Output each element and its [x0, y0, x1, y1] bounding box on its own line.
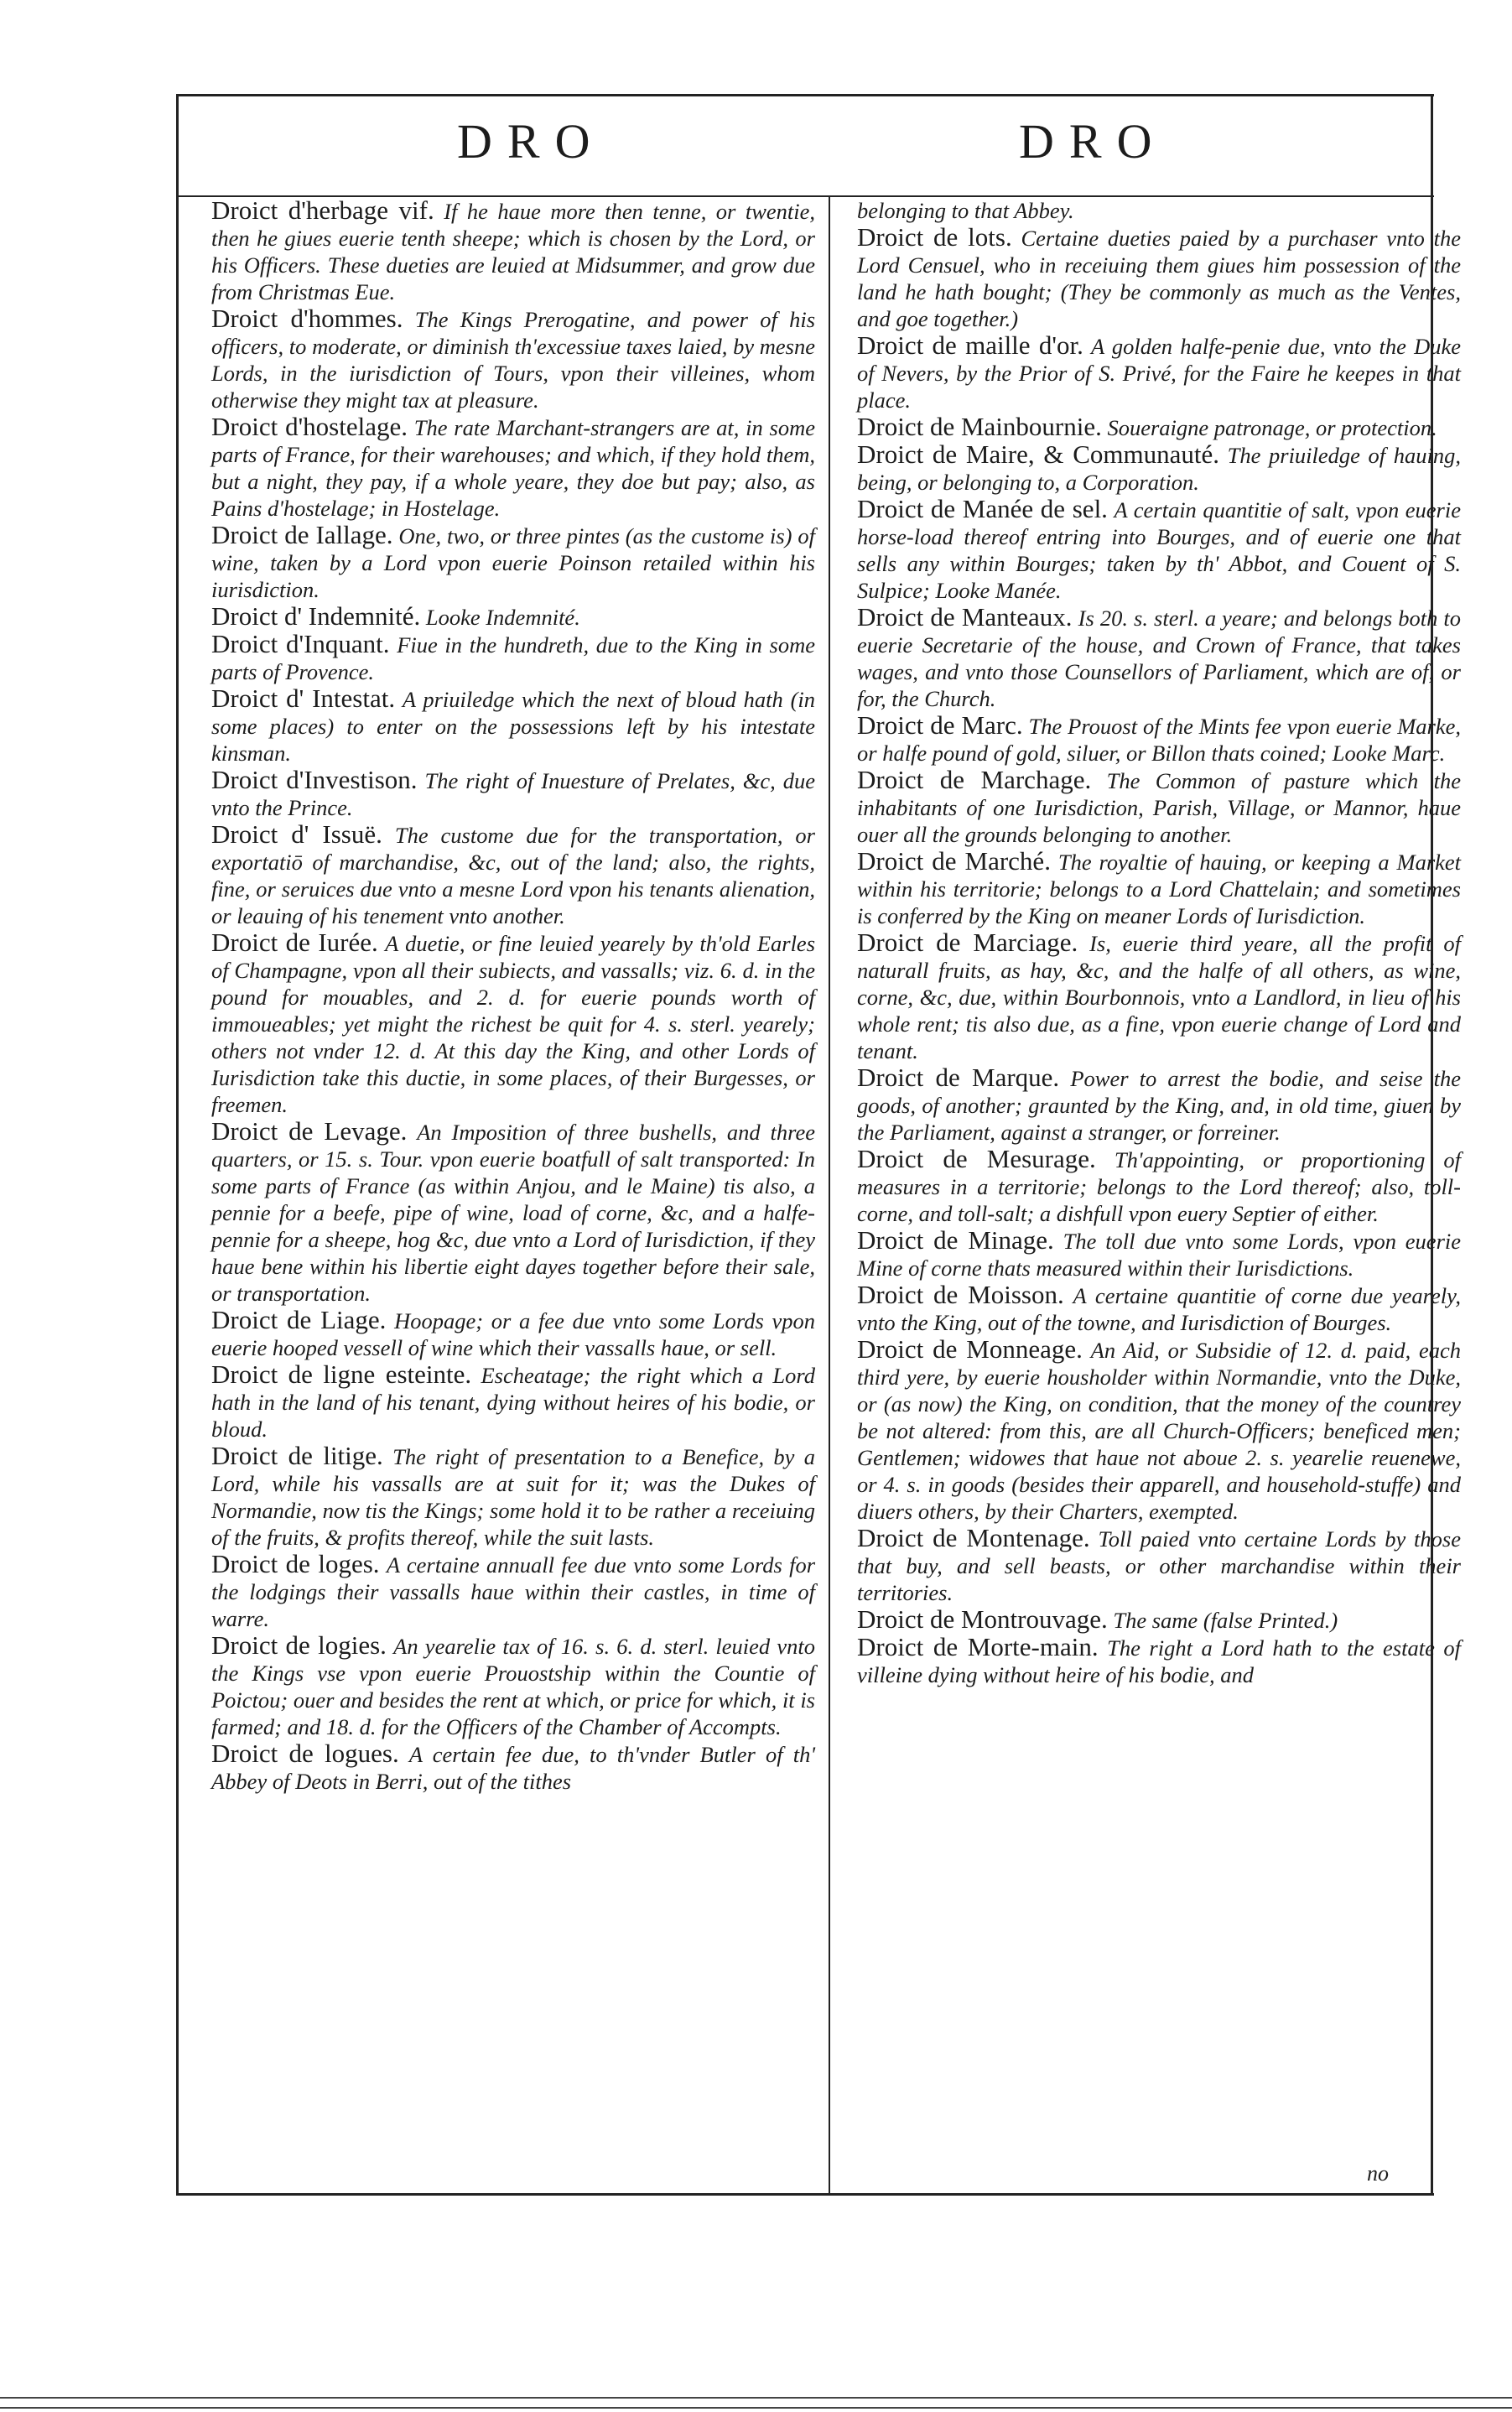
dictionary-entry — [857, 1634, 1461, 1688]
entry-headword: Droict de Montenage. — [857, 1523, 1090, 1552]
dictionary-entry — [211, 603, 815, 631]
entry-definition: The same (false Printed.) — [1113, 1608, 1338, 1633]
right-column — [857, 197, 1461, 1688]
entry-headword: Droict de Marchage. — [857, 765, 1092, 794]
entry-headword: Droict de Mesurage. — [857, 1144, 1096, 1173]
dictionary-entry — [857, 1606, 1461, 1634]
dictionary-entry — [211, 631, 815, 685]
entry-definition: The right of presentation to a Benefice, by a Lord, while his vassalls are at suit for it; was the Dukes of Normandie, now tis the Kings; some hold it to be rather a receiuing of the fruits, & profits thereof, while the suit lasts. — [211, 1444, 816, 1550]
entry-definition: The Common of pasture which the inhabitants of one Iurisdiction, Parish, Village, or Mannor, haue ouer all the grounds belonging to another. — [857, 768, 1461, 847]
entry-definition: An Aid, or Subsidie of 12. d. paid, each third yere, by euerie housholder within Normandie, vnto the Duke, or (as now) the King, on condition, that the money of the countrey be not altered: from this, are all Church-Officers; beneficed men; Gentlemen; widowes that haue not aboue 2. s. yearelie reuenewe, or 4. s. in goods (besides their apparell, and household-stuffe) and diuers others, by their Charters, exempted. — [857, 1338, 1461, 1524]
entry-definition: If he haue more then tenne, or twentie, then he giues euerie tenth sheepe; which is chosen by the Lord, or his Officers. These dueties are leuied at Midsummer, and grow due from Christmas Eue. — [211, 199, 815, 304]
dictionary-entry — [857, 604, 1461, 712]
entry-headword: Droict d'hostelage. — [211, 412, 408, 441]
frame-left-rule — [176, 96, 179, 2193]
entry-definition: Toll paied vnto certaine Lords by those that buy, and sell beasts, or other marchandise within their territories. — [857, 1526, 1461, 1605]
dictionary-entry — [857, 1227, 1461, 1281]
dictionary-entry — [857, 332, 1461, 413]
dictionary-entry — [211, 522, 815, 603]
entry-definition: Certaine dueties paied by a purchaser vnto the Lord Censuel, who in receiuing them giues him possession of the land he hath bought; (They be commonly as much as the Ventes, and goe together.) — [857, 226, 1461, 331]
entry-definition: The Kings Prerogatine, and power of his officers, to moderate, or diminish th'excessiue taxes laied, by mesne Lords, in the iurisdiction of Tours, vpon their villeines, whom otherwise they might tax at pleasure. — [211, 307, 816, 413]
entry-definition: The right of Inuesture of Prelates, &c, due vnto the Prince. — [211, 768, 815, 820]
entry-headword: Droict d' Issuë. — [211, 819, 382, 849]
footer-rule — [0, 2397, 1512, 2409]
entry-definition: A certaine quantitie of corne due yearely, vnto the King, out of the towne, and Iurisdiction of Bourges. — [857, 1283, 1462, 1335]
page-frame — [176, 94, 1462, 2196]
entry-headword: Droict d' Indemnité. — [211, 601, 421, 631]
entry-headword: Droict de Monneage. — [857, 1334, 1083, 1364]
entry-headword: Droict de Iallage. — [211, 520, 393, 549]
entry-headword: Droict d'Inquant. — [211, 629, 390, 658]
entry-headword: Droict de litige. — [211, 1441, 383, 1470]
entry-headword: Droict de Manteaux. — [857, 602, 1073, 632]
entry-headword: Droict de Montrouvage. — [857, 1604, 1108, 1634]
entry-definition: belonging to that Abbey. — [857, 198, 1074, 223]
dictionary-entry — [857, 224, 1461, 332]
dictionary-entry — [857, 712, 1461, 767]
dictionary-entry — [857, 767, 1461, 848]
entry-definition: The toll due vnto some Lords, vpon euerie Mine of corne thats measured within their Iurisdictions. — [857, 1229, 1462, 1281]
entry-definition: The rate Marchant-strangers are at, in some parts of France, for their warehouses; and which, if they hold them, but a night, they pay, if a whole yeare, they doe but pay; also, as Pains d'hostelage; in Hostelage. — [211, 415, 815, 521]
entry-headword: Droict de Marché. — [857, 846, 1051, 876]
dictionary-entry — [857, 441, 1461, 496]
entry-headword: Droict de logies. — [211, 1630, 387, 1660]
entry-definition: The custome due for the transportation, or exportatiō of marchandise, &c, out of the land; also, the rights, fine, or seruices due vnto a mesne Lord vpon his tenants alienation, or leauing of his tenement vnto another. — [211, 823, 815, 928]
dictionary-entry — [857, 1281, 1461, 1336]
entry-definition: The right a Lord hath to the estate of villeine dying without heire of his bodie, and — [857, 1635, 1461, 1687]
running-head-left: DRO — [457, 114, 605, 169]
dictionary-entry — [211, 767, 815, 821]
entry-headword: Droict de Mainbournie. — [857, 412, 1102, 441]
entry-definition: One, two, or three pintes (as the custome is) of wine, taken by a Lord vpon euerie Poinson retailed within his iurisdiction. — [211, 523, 815, 602]
entry-definition: Escheatage; the right which a Lord hath in the land of his tenant, dying without heires of his bodie, or bloud. — [211, 1363, 815, 1442]
dictionary-entry — [211, 1118, 815, 1307]
entry-headword: Droict de logues. — [211, 1739, 399, 1768]
dictionary-entry — [857, 1336, 1461, 1525]
entry-definition: Is 20. s. sterl. a yeare; and belongs both to euerie Secretarie of the house, and Crown of France, that takes wages, and vnto those Counsellors of Parliament, which are of, or for, the Church. — [857, 606, 1462, 711]
dictionary-entry — [211, 413, 815, 522]
running-head-right: DRO — [1019, 114, 1167, 169]
entry-headword: Droict de Maire, & Communauté. — [857, 439, 1220, 469]
entry-definition: Power to arrest the bodie, and seise the goods, of another; graunted by the King, and, in old time, giuen by the Parliament, against a stranger, or forreiner. — [857, 1066, 1462, 1145]
dictionary-entry — [857, 1146, 1461, 1227]
dictionary-entry — [857, 496, 1461, 604]
entry-headword: Droict de loges. — [211, 1549, 380, 1578]
dictionary-entry — [857, 848, 1461, 929]
dictionary-entry — [211, 821, 815, 929]
column-divider — [829, 195, 830, 2193]
dictionary-entry — [211, 929, 815, 1118]
catchword: no — [1367, 2161, 1389, 2186]
entry-definition: The royaltie of hauing, or keeping a Market within his territorie; belongs to a Lord Chattelain; and sometimes is conferred by the King on meaner Lords of Iurisdiction. — [857, 850, 1462, 928]
entry-headword: Droict de Levage. — [211, 1116, 408, 1146]
entry-definition: A certaine annuall fee due vnto some Lords for the lodgings their vassalls haue within their castles, in time of warre. — [211, 1552, 816, 1631]
entry-definition: A certain fee due, to th'vnder Butler of th' Abbey of Deots in Berri, out of the tithes — [211, 1742, 816, 1794]
dictionary-entry — [857, 1525, 1461, 1606]
entry-headword: Droict de Minage. — [857, 1225, 1054, 1255]
entry-definition: Hoopage; or a fee due vnto some Lords vpon euerie hooped vessell of wine which their vassalls haue, or sell. — [211, 1308, 815, 1360]
dictionary-entry — [857, 197, 1461, 224]
entry-definition: Th'appointing, or proportioning of measures in a territorie; belongs to the Lord thereof; also, toll-corne, and toll-salt; a dishfull vpon euery Septier of either. — [857, 1147, 1461, 1226]
entry-definition: The Prouost of the Mints fee vpon euerie Marke, or halfe pound of gold, siluer, or Billon thats coined; Looke Marc. — [857, 714, 1461, 766]
entry-definition: A golden halfe-penie due, vnto the Duke of Nevers, by the Prior of S. Privé, for the Faire he keepes in that place. — [857, 334, 1462, 413]
entry-headword: Droict de lots. — [857, 222, 1012, 252]
entry-headword: Droict d'hommes. — [211, 304, 403, 333]
entry-headword: Droict de maille d'or. — [857, 330, 1083, 360]
dictionary-entry — [211, 1361, 815, 1443]
dictionary-entry — [211, 1307, 815, 1361]
entry-headword: Droict d'Investison. — [211, 765, 418, 794]
entry-definition: An yearelie tax of 16. s. 6. d. sterl. leuied vnto the Kings vse vpon euerie Prouostship within the Countie of Poictou; ouer and besides the rent at which, or price for which, it is farmed; and 18. d. for the Officers of the Chamber of Accompts. — [211, 1634, 815, 1739]
entry-headword: Droict de Manée de sel. — [857, 494, 1108, 523]
entry-headword: Droict d' Intestat. — [211, 684, 396, 713]
dictionary-entry — [211, 197, 815, 305]
entry-definition: An Imposition of three bushells, and three quarters, or 15. s. Tour. vpon euerie boatfull of salt transported: In some parts of France (as within Anjou, and le Maine) tis also, a pennie for a beefe, pipe of wine, load of corne, &c, and a halfe-pennie for a sheepe, hog &c, due vnto a Lord of Iurisdiction, if they haue bene within his libertie eight dayes together before their sale, or transportation. — [211, 1120, 815, 1306]
left-column — [211, 197, 815, 1795]
entry-headword: Droict de Moisson. — [857, 1280, 1064, 1309]
entry-headword: Droict de Marque. — [857, 1063, 1060, 1092]
entry-headword: Droict d'herbage vif. — [211, 195, 434, 225]
dictionary-entry — [211, 1740, 815, 1795]
entry-headword: Droict de Morte-main. — [857, 1632, 1099, 1661]
entry-headword: Droict de Iurée. — [211, 928, 378, 957]
entry-headword: Droict de Marciage. — [857, 928, 1078, 957]
dictionary-entry — [211, 685, 815, 767]
entry-headword: Droict de ligne esteinte. — [211, 1359, 472, 1389]
dictionary-entry — [211, 1551, 815, 1632]
dictionary-entry — [211, 1443, 815, 1551]
entry-definition: A certain quantitie of salt, vpon euerie horse-load thereof entring into Bourges, and of euerie one that sells any within Bourges; taken by th' Abbot, and Couent of S. Sulpice; Looke Manée. — [857, 497, 1461, 603]
entry-definition: Soueraigne patronage, or protection. — [1107, 415, 1437, 440]
dictionary-entry — [857, 929, 1461, 1064]
dictionary-entry — [211, 305, 815, 413]
entry-definition: A duetie, or fine leuied yearely by th'old Earles of Champagne, vpon all their subiects, and vassalls; viz. 6. d. in the pound for mouables, and 2. d. for euerie pounds worth of immoueables; yet might the richest be quit for 4. s. sterl. yearely; others not vnder 12. d. At this day the King, and other Lords of Iurisdiction take this ductie, in some places, of their Burgesses, or freemen. — [211, 931, 816, 1117]
dictionary-entry — [857, 1064, 1461, 1146]
entry-definition: Fiue in the hundreth, due to the King in some parts of Provence. — [211, 632, 815, 684]
entry-headword: Droict de Liage. — [211, 1305, 387, 1334]
entry-headword: Droict de Marc. — [857, 710, 1023, 740]
entry-definition: Is, euerie third yeare, all the profit of naturall fruits, as hay, &c, and the halfe of all others, as wine, corne, &c, due, within Bourbonnois, vnto a Landlord, in lieu of his whole rent; tis also due, as a fine, vpon euerie change of Lord and tenant. — [857, 931, 1461, 1063]
dictionary-entry — [857, 413, 1461, 441]
entry-definition: The priuiledge of hauing, being, or belonging to, a Corporation. — [857, 443, 1461, 495]
dictionary-entry — [211, 1632, 815, 1740]
entry-definition: Looke Indemnité. — [425, 605, 580, 630]
entry-definition: A priuiledge which the next of bloud hath (in some places) to enter on the possessions left by his intestate kinsman. — [211, 687, 816, 766]
